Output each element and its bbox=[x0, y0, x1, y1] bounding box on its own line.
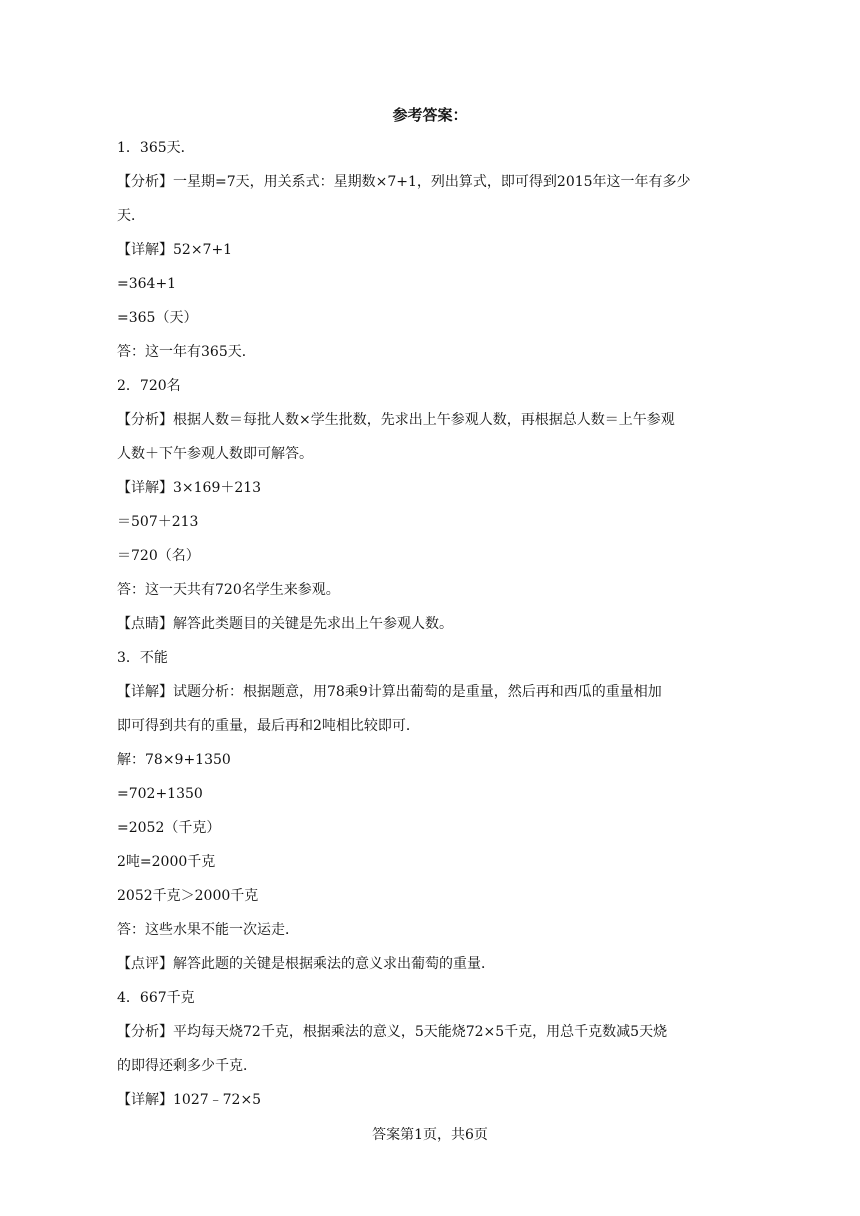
text-line: 【详解】试题分析：根据题意，用78乘9计算出葡萄的是重量，然后再和西瓜的重量相加 bbox=[117, 684, 662, 700]
text-line: =2052（千克） bbox=[117, 820, 221, 836]
text-line: 【点评】解答此题的关键是根据乘法的意义求出葡萄的重量． bbox=[117, 956, 495, 972]
text-line: 天． bbox=[117, 208, 145, 224]
text-line: 【详解】52×7+1 bbox=[117, 242, 233, 258]
text-line: 2吨=2000千克 bbox=[117, 854, 216, 870]
text-line: 【详解】1027﹣72×5 bbox=[117, 1092, 262, 1108]
page-footer: 答案第1页，共6页 bbox=[372, 1127, 488, 1143]
text-line: =702+1350 bbox=[117, 786, 203, 802]
text-line: 4．667千克 bbox=[117, 990, 195, 1006]
text-line: 【点睛】解答此类题目的关键是先求出上午参观人数。 bbox=[117, 616, 453, 632]
text-line: 【详解】3×169＋213 bbox=[117, 480, 262, 496]
text-line: 2052千克＞2000千克 bbox=[117, 888, 259, 904]
text-line: 人数＋下午参观人数即可解答。 bbox=[117, 446, 313, 462]
text-line: =364+1 bbox=[117, 276, 177, 292]
text-line: 2．720名 bbox=[117, 378, 181, 394]
text-line: 答：这些水果不能一次运走． bbox=[117, 922, 299, 938]
text-line: 答：这一天共有720名学生来参观。 bbox=[117, 582, 340, 598]
text-line: 即可得到共有的重量，最后再和2吨相比较即可． bbox=[117, 718, 420, 734]
text-line: ＝720（名） bbox=[117, 548, 200, 564]
text-line: 【分析】根据人数＝每批人数×学生批数，先求出上午参观人数，再根据总人数＝上午参观 bbox=[117, 412, 675, 428]
text-line: 的即得还剩多少千克． bbox=[117, 1058, 257, 1074]
text-line: =365（天） bbox=[117, 310, 198, 326]
text-line: 【分析】平均每天烧72千克，根据乘法的意义，5天能烧72×5千克，用总千克数减5天烧 bbox=[117, 1024, 668, 1040]
text-line: 解：78×9+1350 bbox=[117, 752, 231, 768]
text-line: 【分析】一星期=7天，用关系式：星期数×7+1，列出算式，即可得到2015年这一年有多少 bbox=[117, 174, 691, 190]
text-line: 答：这一年有365天． bbox=[117, 344, 256, 360]
text-line: 3．不能 bbox=[117, 650, 168, 666]
text-line: ＝507＋213 bbox=[117, 514, 199, 530]
page-title: 参考答案： bbox=[392, 106, 468, 124]
text-line: 1．365天． bbox=[117, 140, 195, 156]
